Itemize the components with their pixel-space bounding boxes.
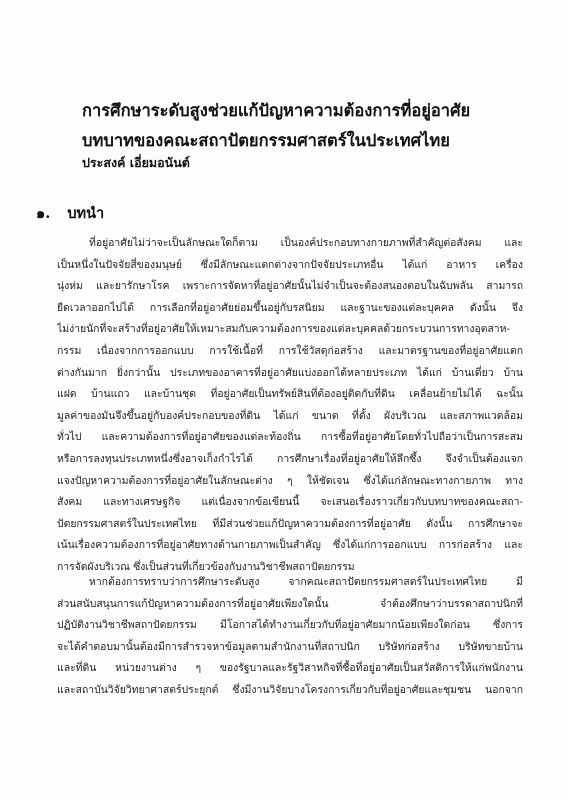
paragraph-line: กรรม เนื่องจากการออกแบบ การใช้เนื้อที่ การใช้วัสดุก่อสร้าง และมาตรฐานของที่อยู่อาศัยแตก (57, 344, 523, 357)
paragraph-line: ทั่วไป และความต้องการที่อยู่อาศัยของแต่ละท้องถิ่น การซื้อที่อยู่อาศัยโดยทั่วไปถือว่าเป็นการสะสม (57, 431, 523, 444)
paragraph-line: แจงปัญหาความต้องการที่อยู่อาศัยในลักษณะต่าง ๆ ให้ชัดเจน ซึ่งได้แก่ลักษณะทางกายภาพ ทาง (57, 474, 523, 487)
paragraph-line: หากต้องการทราบว่าการศึกษาระดับสูง จากคณะสถาปัตยกรรมศาสตร์ในประเทศไทย มี (89, 576, 523, 588)
paragraph-line: แฝด บ้านแถว และบ้านชุด ที่อยู่อาศัยเป็นทรัพย์สินที่ต้องอยู่ติดกับที่ดิน เคลื่อนย้ายไม่ได้ ฉะนั้น (57, 388, 523, 401)
section-number: ๑. (36, 205, 51, 222)
paragraph-line: และที่ดิน หน่วยงานต่าง ๆ ของรัฐบาลและรัฐวิสาหกิจที่ซื้อที่อยู่อาศัยเป็นสวัสดิการให้แก่พนักงาน (57, 662, 523, 675)
paragraph-line: มูลค่าของมันจึงขึ้นอยู่กับองค์ประกอบของที่ดิน ได้แก่ ขนาด ที่ตั้ง ผังบริเวณ และสภาพแวดล้อม (57, 409, 523, 422)
paragraph-line: นุ่งห่ม และยารักษาโรค เพราะการจัดหาที่อยู่อาศัยนั้นไม่จำเป็นจะต้องสนองตอบในฉับพลัน สามารถ (57, 280, 523, 293)
paragraph-line: การจัดผังบริเวณ ซึ่งเป็นส่วนที่เกี่ยวข้องกับงานวิชาชีพสถาปัตยกรรม (57, 560, 355, 573)
paragraph-line: สังคม และทางเศรษฐกิจ แต่เนื่องจากข้อเขียนนี้ จะเสนอเรื่องราวเกี่ยวกับบทบาทของคณะสถา- (57, 496, 523, 509)
paragraph-line: หรือการลงทุนประเภทหนึ่งซึ่งอาจเก็งกำไรได้ การศึกษาเรื่องที่อยู่อาศัยให้ลึกซึ้ง จึงจำเป็นต้องแจก (57, 452, 523, 465)
paragraph-line: ไม่ง่ายนักที่จะสร้างที่อยู่อาศัยให้เหมาะสมกับความต้องการของแต่ละบุคคลด้วยกระบวนการทางอุตสาห- (57, 323, 510, 336)
paragraph-line: เป็นหนึ่งในปัจจัยสี่ของมนุษย์ ซึ่งมีลักษณะแตกต่างจากปัจจัยประเภทอื่น ได้แก่ อาหาร เครื่อง (57, 258, 523, 271)
section-title: บทนำ (67, 205, 105, 222)
paragraph-2 (57, 572, 523, 702)
title-line-1: การศึกษาระดับสูงช่วยแก้ปัญหาความต้องการที่อยู่อาศัย (82, 101, 471, 120)
paragraph-1 (57, 233, 523, 579)
paragraph-line: ปฏิบัติงานวิชาชีพสถาปัตยกรรม มีโอกาสได้ทำงานเกี่ยวกับที่อยู่อาศัยมากน้อยเพียงใดก่อน ซึ่งการ (57, 619, 523, 632)
paragraph-line: ปัตยกรรมศาสตร์ในประเทศไทย ที่มีส่วนช่วยแก้ปัญหาความต้องการที่อยู่อาศัย ดังนั้น การศึกษาจะ (57, 517, 523, 530)
paragraph-line: ที่อยู่อาศัยไม่ว่าจะเป็นลักษณะใดก็ตาม เป็นองค์ประกอบทางกายภาพที่สำคัญต่อสังคม และ (89, 237, 523, 249)
paragraph-line: เน้นเรื่องความต้องการที่อยู่อาศัยทางด้านกายภาพเป็นสำคัญ ซึ่งได้แก่การออกแบบ การก่อสร้าง และ (57, 539, 523, 552)
section-heading (36, 202, 104, 225)
title-line-2: บทบาทของคณะสถาปัตยกรรมศาสตร์ในประเทศไทย (82, 131, 450, 150)
paragraph-line: จะได้คำตอบมานั้นต้องมีการสำรวจหาข้อมูลตามสำนักงานที่สถาปนิก บริษัทก่อสร้าง บริษัทขายบ้าน (57, 640, 523, 653)
paragraph-line: ยืดเวลาออกไปได้ การเลือกที่อยู่อาศัยย่อมขึ้นอยู่กับรสนิยม และฐานะของแต่ละบุคคล ดังนั้น จึง (57, 301, 523, 314)
paragraph-line: ต่างกันมาก ยิ่งกว่านั้น ประเภทของอาคารที่อยู่อาศัยแบ่งออกได้หลายประเภท ได้แก่ บ้านเดี่ยว บ้าน (57, 366, 523, 379)
author-name: ประสงค์ เอี่ยมอนันต์ (82, 155, 190, 170)
document-title (82, 96, 522, 156)
paragraph-line: ส่วนสนับสนุนการแก้ปัญหาความต้องการที่อยู่อาศัยเพียงใดนั้น จำต้องศึกษาว่าบรรดาสถาปนิกที่ (57, 597, 523, 610)
paragraph-line: และสถาบันวิจัยวิทยาศาสตร์ประยุกต์ ซึ่งมีงานวิจัยบางโครงการเกี่ยวกับที่อยู่อาศัยและชุมชน นอกจาก (57, 683, 523, 696)
